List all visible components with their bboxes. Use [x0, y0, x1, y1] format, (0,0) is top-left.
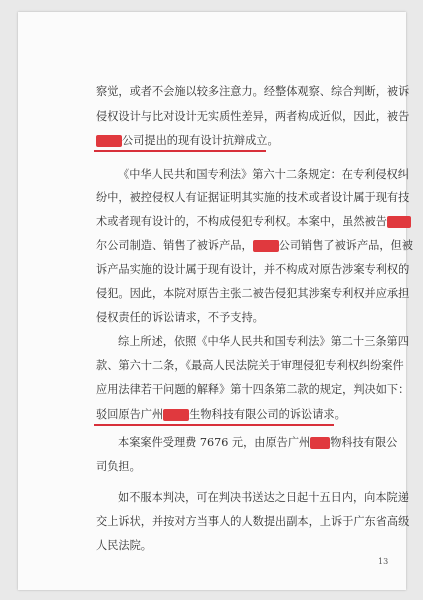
redaction-mark — [253, 240, 279, 252]
text-line: 诉产品实施的设计属于现有设计，并不构成对原告涉案专利权的 — [96, 263, 410, 276]
text-line: 纷中，被控侵权人有证据证明其实施的技术或者设计属于现有技 — [96, 191, 410, 204]
document-page — [18, 12, 413, 590]
text-fragment: 物科技有限公 — [330, 436, 398, 449]
text-fragment: 公司销售了被诉产品，但被 — [278, 239, 413, 252]
text-fragment: 尔公司制造、销售了被诉产品， — [96, 239, 253, 252]
page-number: 13 — [378, 557, 389, 566]
text-line: 侵犯。因此，本院对原告主张二被告侵犯其涉案专利权并应承担 — [96, 287, 410, 300]
text-fragment: 生物科技有限公司的诉讼请求。 — [189, 408, 346, 421]
redaction-mark — [163, 409, 189, 421]
text-line — [96, 133, 279, 149]
text-line: 如不服本判决，可在判决书送达之日起十五日内，向本院递 — [118, 491, 409, 504]
text-line: 侵权责任的诉讼请求，不予支持。 — [96, 311, 264, 324]
text-fragment: 本案案件受理费 7676 元，由原告广州 — [118, 436, 311, 449]
text-fragment: 公司提出的现有设计抗辩成立。 — [122, 134, 279, 147]
text-line: 司负担。 — [96, 460, 141, 473]
text-fragment: 术或者现有设计的，不构成侵犯专利权。本案中，虽然被告 — [96, 215, 387, 228]
red-underline — [94, 424, 334, 426]
text-line: 交上诉状，并按对方当事人的人数提出副本，上诉于广东省高级 — [96, 515, 410, 528]
text-line — [96, 407, 346, 423]
text-line: 《中华人民共和国专利法》第六十二条规定：在专利侵权纠 — [118, 168, 409, 181]
redaction-mark — [387, 216, 411, 228]
text-line: 应用法律若干问题的解释》第十四条第二款的规定，判决如下： — [96, 383, 410, 396]
text-fragment: 驳回原告广州 — [96, 408, 164, 421]
redaction-mark — [310, 437, 330, 449]
text-line: 综上所述，依照《中华人民共和国专利法》第二十三条第四 — [118, 335, 409, 348]
red-underline — [94, 150, 266, 152]
redaction-mark — [96, 135, 122, 147]
text-line — [96, 214, 411, 230]
text-line: 人民法院。 — [96, 539, 152, 552]
text-line: 侵权设计与比对设计无实质性差异，两者构成近似，因此，被告 — [96, 110, 410, 123]
text-line — [96, 238, 413, 254]
text-line: 察觉，或者不会施以较多注意力。经整体观察、综合判断，被诉 — [96, 85, 410, 98]
text-line — [118, 435, 397, 451]
text-line: 款、第六十二条，《最高人民法院关于审理侵犯专利权纠纷案件 — [96, 359, 404, 372]
